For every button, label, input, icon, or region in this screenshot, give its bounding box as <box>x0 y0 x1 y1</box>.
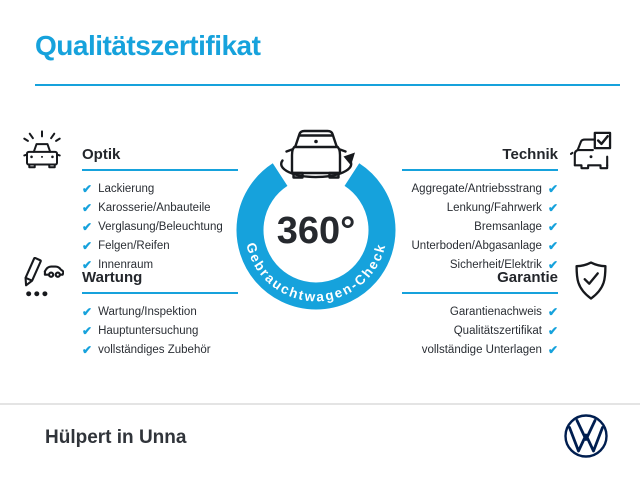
check-icon: ✔ <box>547 323 558 338</box>
check-icon: ✔ <box>82 238 93 253</box>
section-heading: Wartung <box>82 269 238 294</box>
check-icon: ✔ <box>82 323 93 338</box>
page-title: Qualitätszertifikat <box>35 30 261 61</box>
car-checkbox-icon <box>570 131 612 171</box>
check-icon: ✔ <box>547 342 558 357</box>
rotating-car-icon <box>281 131 355 178</box>
check-list <box>402 302 558 359</box>
list-item: ✔ vollständiges Zubehör <box>82 342 211 357</box>
list-item: ✔ Karosserie/Anbauteile <box>82 200 211 215</box>
check-icon: ✔ <box>82 342 93 357</box>
section-garantie <box>402 269 558 359</box>
list-item: ✔ Innenraum <box>82 257 154 272</box>
list-item: ✔ Unterboden/Abgasanlage <box>411 238 558 253</box>
list-item: ✔ Hauptuntersuchung <box>82 323 199 338</box>
360-check-badge <box>228 118 406 321</box>
ring-label: Gebrauchtwagen-Check <box>243 240 389 305</box>
list-item: ✔ Garantienachweis <box>449 304 558 319</box>
dealer-name: Hülpert in Unna <box>45 427 187 448</box>
list-item: ✔ Aggregate/Antriebsstrang <box>411 181 558 196</box>
vw-logo <box>562 412 610 465</box>
check-list <box>82 179 238 274</box>
check-icon: ✔ <box>547 257 558 272</box>
check-icon: ✔ <box>547 181 558 196</box>
check-icon: ✔ <box>547 200 558 215</box>
sparkling-car-icon <box>22 128 62 172</box>
section-optik <box>82 146 238 274</box>
check-icon: ✔ <box>82 181 93 196</box>
section-heading: Optik <box>82 146 238 171</box>
section-heading: Technik <box>402 146 558 171</box>
footer-divider <box>0 403 640 405</box>
list-item: ✔ Qualitätszertifikat <box>453 323 558 338</box>
degree-label: 360° <box>276 210 356 252</box>
check-icon: ✔ <box>82 219 93 234</box>
list-item: ✔ Wartung/Inspektion <box>82 304 197 319</box>
list-item: ✔ Felgen/Reifen <box>82 238 170 253</box>
check-icon: ✔ <box>82 257 93 272</box>
list-item: ✔ vollständige Unterlagen <box>421 342 558 357</box>
list-item: ✔ Lackierung <box>82 181 155 196</box>
check-icon: ✔ <box>82 200 93 215</box>
list-item: ✔ Verglasung/Beleuchtung <box>82 219 223 234</box>
list-item: ✔ Sicherheit/Elektrik <box>449 257 558 272</box>
section-technik <box>402 146 558 274</box>
check-icon: ✔ <box>547 304 558 319</box>
title-divider <box>35 84 620 86</box>
check-list <box>82 302 238 359</box>
list-item: ✔ Bremsanlage <box>474 219 558 234</box>
list-item: ✔ Lenkung/Fahrwerk <box>446 200 558 215</box>
shield-check-icon <box>573 259 609 303</box>
check-icon: ✔ <box>547 238 558 253</box>
service-checklist-icon <box>22 257 64 301</box>
check-list <box>402 179 558 274</box>
section-wartung <box>82 269 238 359</box>
check-icon: ✔ <box>547 219 558 234</box>
section-heading: Garantie <box>402 269 558 294</box>
check-icon: ✔ <box>82 304 93 319</box>
